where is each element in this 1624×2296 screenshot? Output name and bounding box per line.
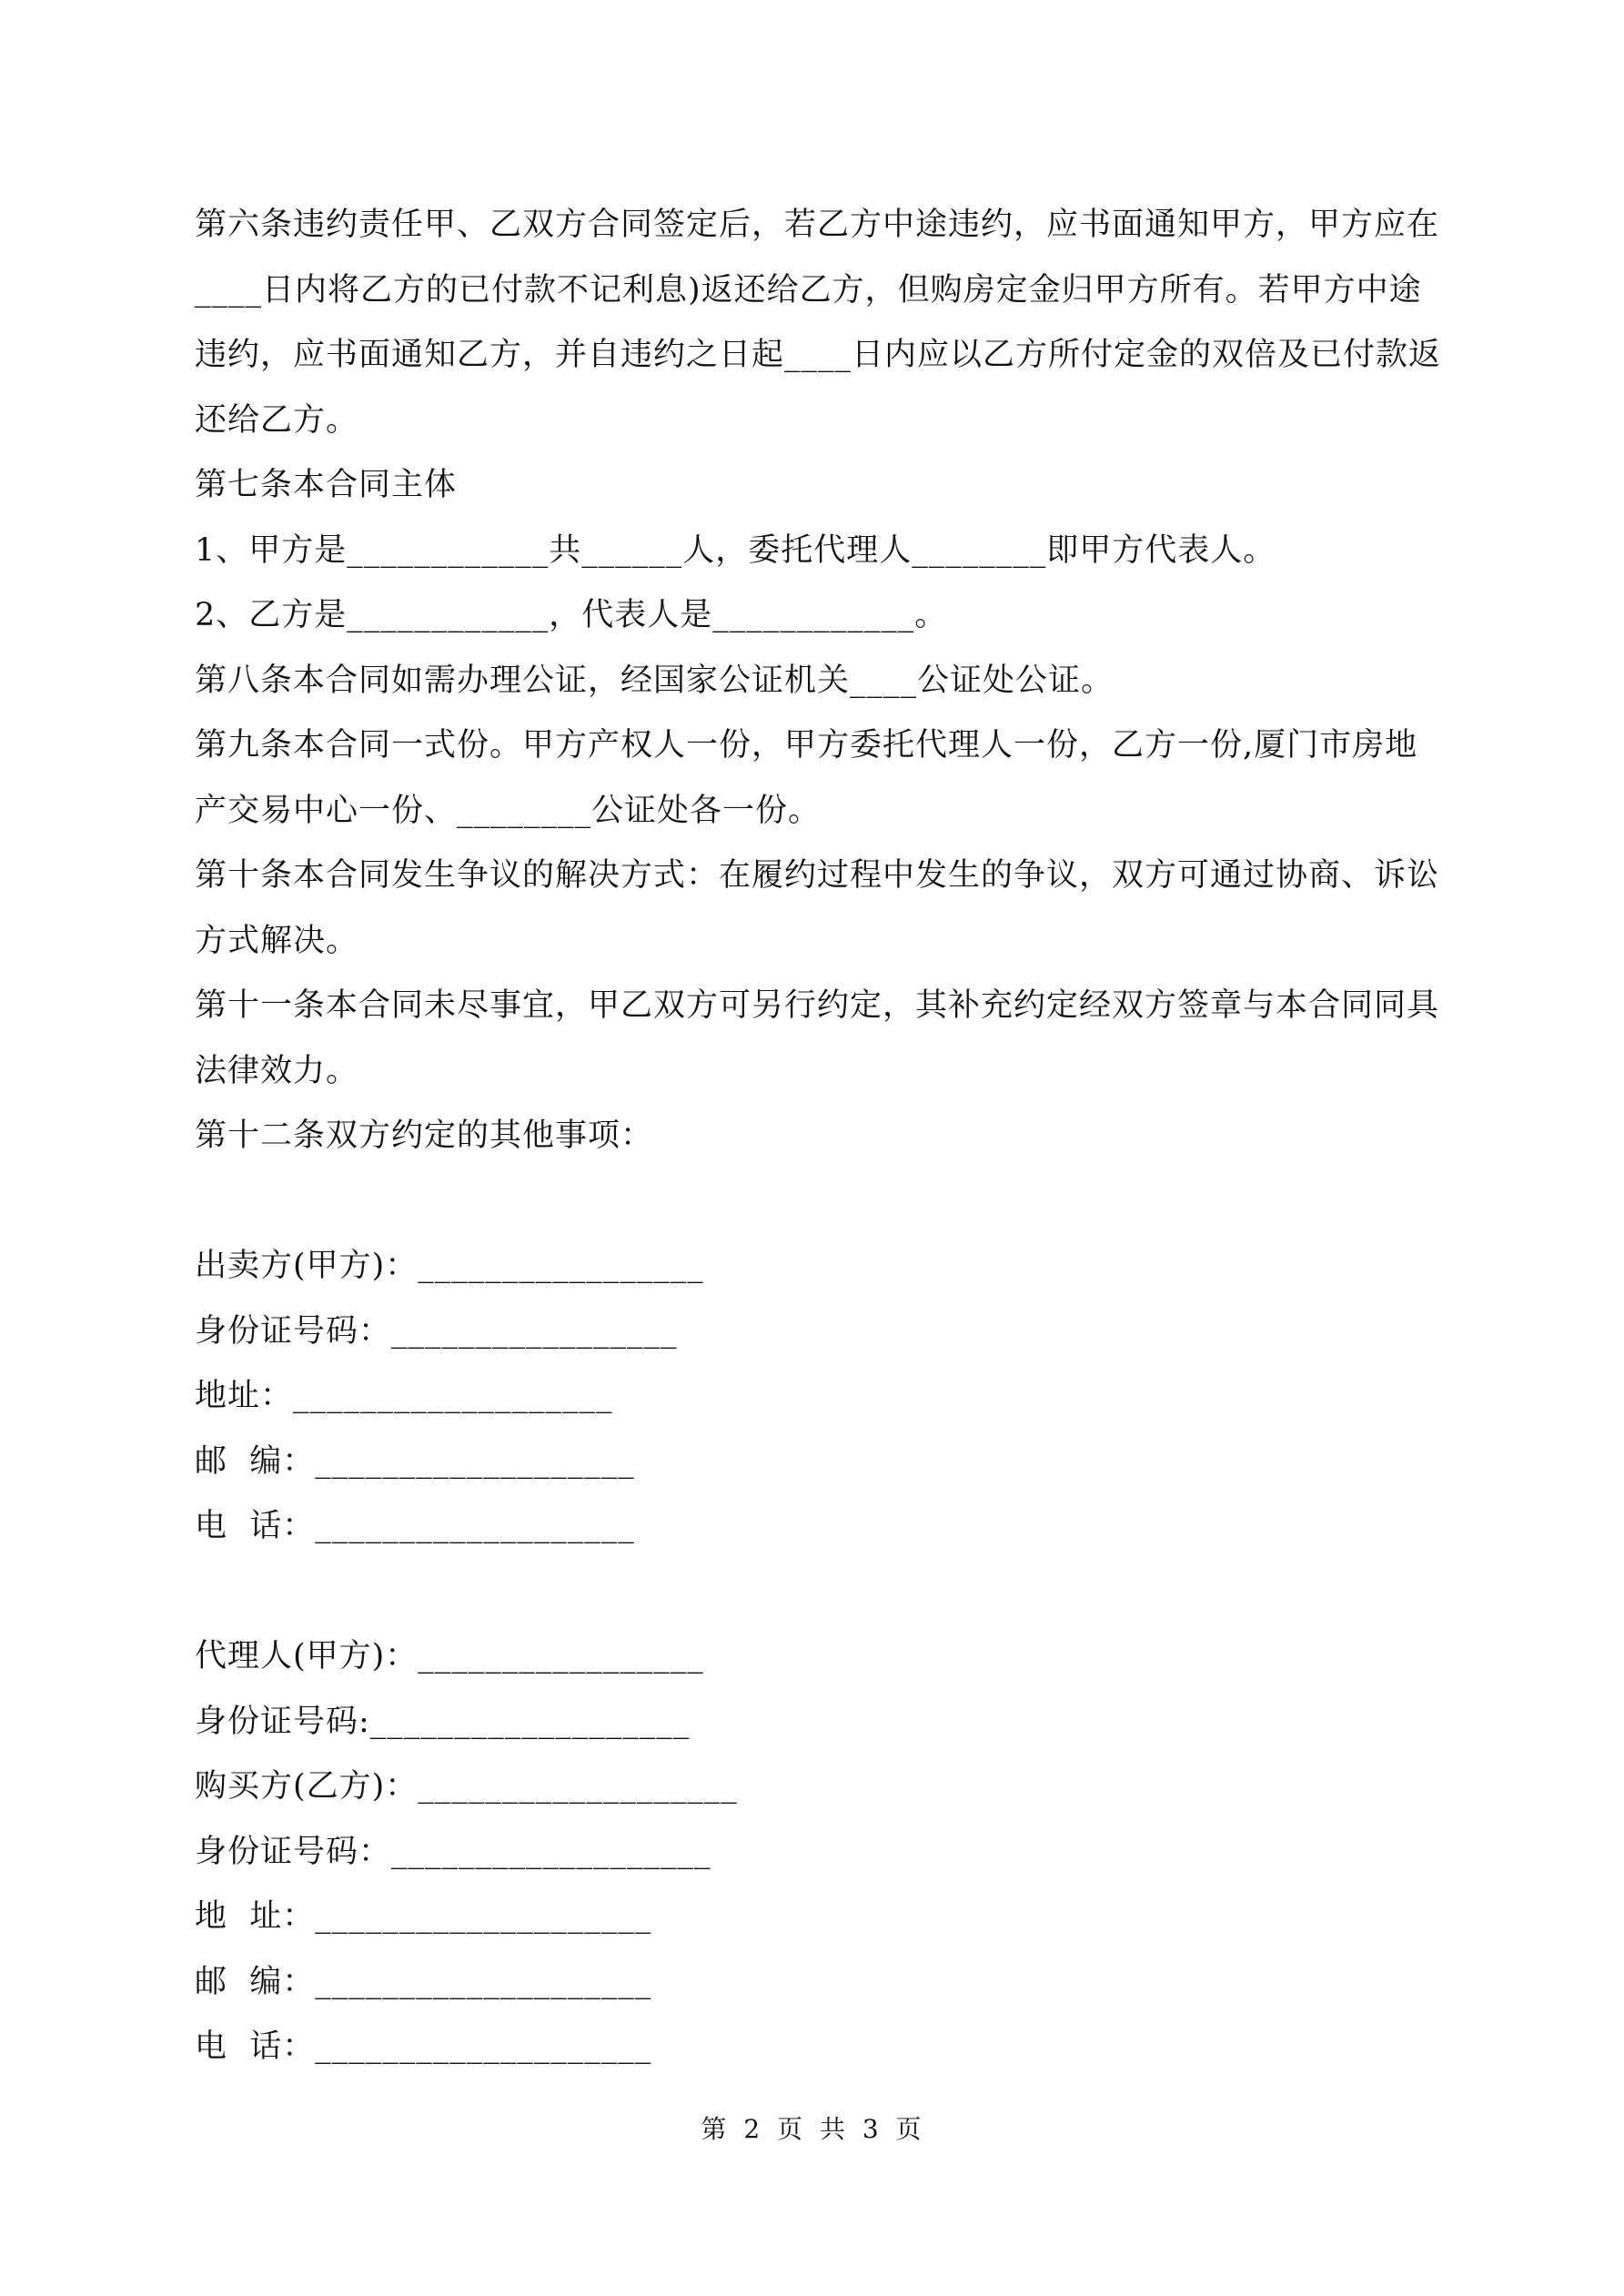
seller-signature-block bbox=[195, 1234, 1441, 1560]
article-7-heading: 第七条本合同主体 bbox=[195, 467, 458, 503]
agent-id-field: 身份证号码:___________________ bbox=[195, 1703, 691, 1740]
buyer-id-field: 身份证号码：___________________ bbox=[195, 1833, 711, 1870]
contract-body bbox=[195, 193, 1441, 2080]
article-7-item-2: 2、乙方是____________，代表人是____________。 bbox=[195, 597, 948, 633]
spacer bbox=[195, 1560, 1441, 1625]
buyer-postcode-field: 邮 编：____________________ bbox=[195, 1963, 652, 2000]
article-12-paragraph: 第十二条双方约定的其他事项： bbox=[195, 1118, 654, 1154]
article-6-paragraph: 第六条违约责任甲、乙双方合同签定后，若乙方中途违约，应书面通知甲方，甲方应在____日内将乙方的已付款不记利息)返还给乙方，但购房定金归甲方所有。若甲方中途违约，应书面通知乙方，并自违约之日起____日内应以乙方所付定金的双倍及已付款返还给乙方。 bbox=[195, 207, 1442, 439]
buyer-field: 购买方(乙方)：___________________ bbox=[195, 1768, 738, 1805]
buyer-phone-field: 电 话：____________________ bbox=[195, 2028, 652, 2065]
spacer bbox=[195, 1169, 1441, 1235]
seller-address-field: 地址：___________________ bbox=[195, 1378, 613, 1414]
seller-id-field: 身份证号码：_________________ bbox=[195, 1312, 678, 1350]
page-number-footer: 第 2 页 共 3 页 bbox=[701, 2114, 923, 2144]
article-9-paragraph: 第九条本合同一式份。甲方产权人一份，甲方委托代理人一份，乙方一份,厦门市房地产交易中心一份、________公证处各一份。 bbox=[195, 727, 1418, 829]
article-8-paragraph: 第八条本合同如需办理公证，经国家公证机关____公证处公证。 bbox=[195, 662, 1115, 699]
buyer-address-field: 地 址：____________________ bbox=[195, 1898, 652, 1935]
agent-buyer-signature-block bbox=[195, 1624, 1441, 2080]
article-10-paragraph: 第十条本合同发生争议的解决方式：在履约过程中发生的争议，双方可通过协商、诉讼方式解决。 bbox=[195, 857, 1440, 959]
seller-phone-field: 电 话：___________________ bbox=[195, 1508, 635, 1544]
article-11-paragraph: 第十一条本合同未尽事宜，甲乙双方可另行约定，其补充约定经双方签章与本合同同具法律效力。 bbox=[195, 987, 1440, 1089]
seller-field: 出卖方(甲方)：_________________ bbox=[195, 1248, 704, 1284]
seller-postcode-field: 邮 编：___________________ bbox=[195, 1442, 635, 1480]
article-7-item-1: 1、甲方是____________共______人，委托代理人________即甲方代表人。 bbox=[195, 531, 1276, 569]
agent-field: 代理人(甲方)：_________________ bbox=[195, 1638, 704, 1674]
